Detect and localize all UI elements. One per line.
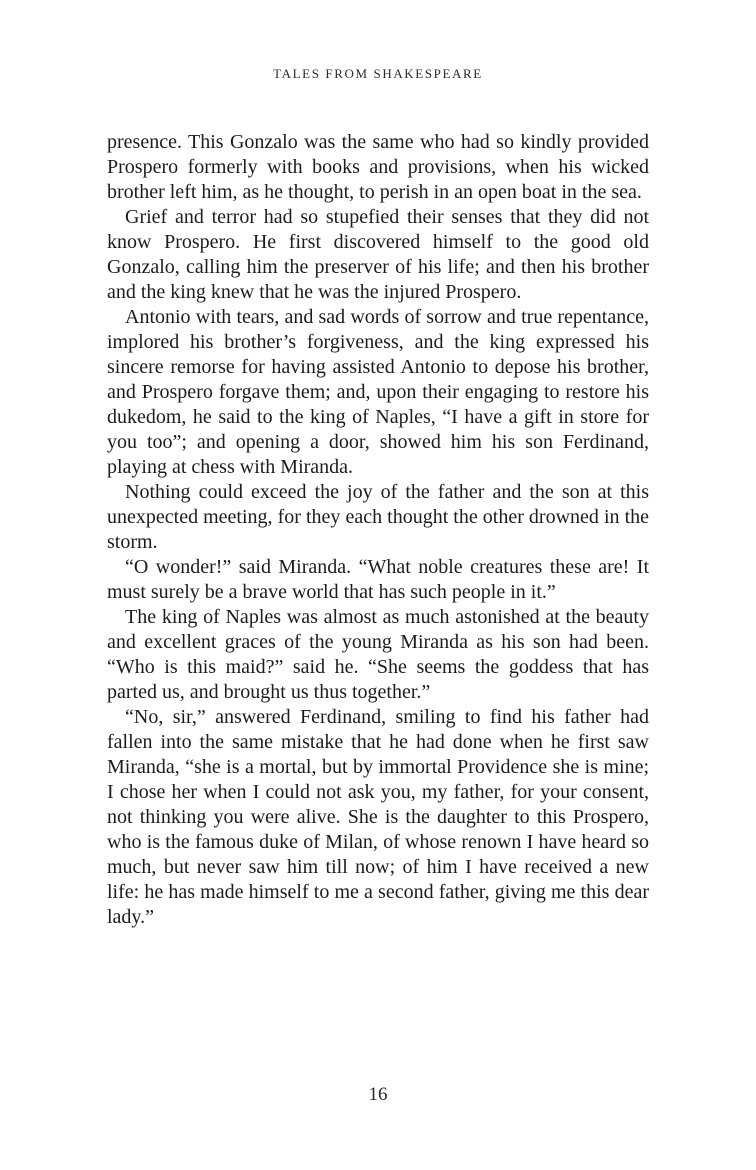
paragraph: “O wonder!” said Miranda. “What noble creatures these are! It must surely be a brave world that has such people in it.” [107, 556, 649, 603]
paragraph: Antonio with tears, and sad words of sorrow and true repentance, implored his brother’s forgiveness, and the king expressed his sincere remorse for having assisted Antonio to depose his brother, and Prospero forgave them; and, upon their engaging to restore his dukedom, he said to the king of Naples, “I have a gift in store for you too”; and opening a door, showed him his son Ferdinand, playing at chess with Miranda. [107, 306, 649, 478]
paragraph: Nothing could exceed the joy of the father and the son at this unexpected meeting, for they each thought the other drowned in the storm. [107, 481, 649, 553]
paragraph: “No, sir,” answered Ferdinand, smiling to find his father had fallen into the same mistake that he had done when he first saw Miranda, “she is a mortal, but by immortal Providence she is mine; I chose her when I could not ask you, my father, for your consent, not thinking you were alive. She is the daughter to this Prospero, who is the famous duke of Milan, of whose renown I have heard so much, but never saw him till now; of him I have received a new life: he has made himself to me a second father, giving me this dear lady.” [107, 706, 649, 928]
running-head: TALES FROM SHAKESPEARE [273, 66, 483, 81]
page-number: 16 [368, 1084, 388, 1105]
body-text [107, 130, 649, 930]
paragraph: Grief and terror had so stupefied their senses that they did not know Prospero. He first discovered himself to the good old Gonzalo, calling him the preserver of his life; and then his brother and the king knew that he was the injured Prospero. [107, 206, 649, 303]
paragraph: presence. This Gonzalo was the same who had so kindly provided Prospero formerly with books and provisions, when his wicked brother left him, as he thought, to perish in an open boat in the sea. [107, 131, 649, 203]
paragraph: The king of Naples was almost as much astonished at the beauty and excellent graces of the young Miranda as his son had been. “Who is this maid?” said he. “She seems the goddess that has parted us, and brought us thus together.” [107, 606, 649, 703]
